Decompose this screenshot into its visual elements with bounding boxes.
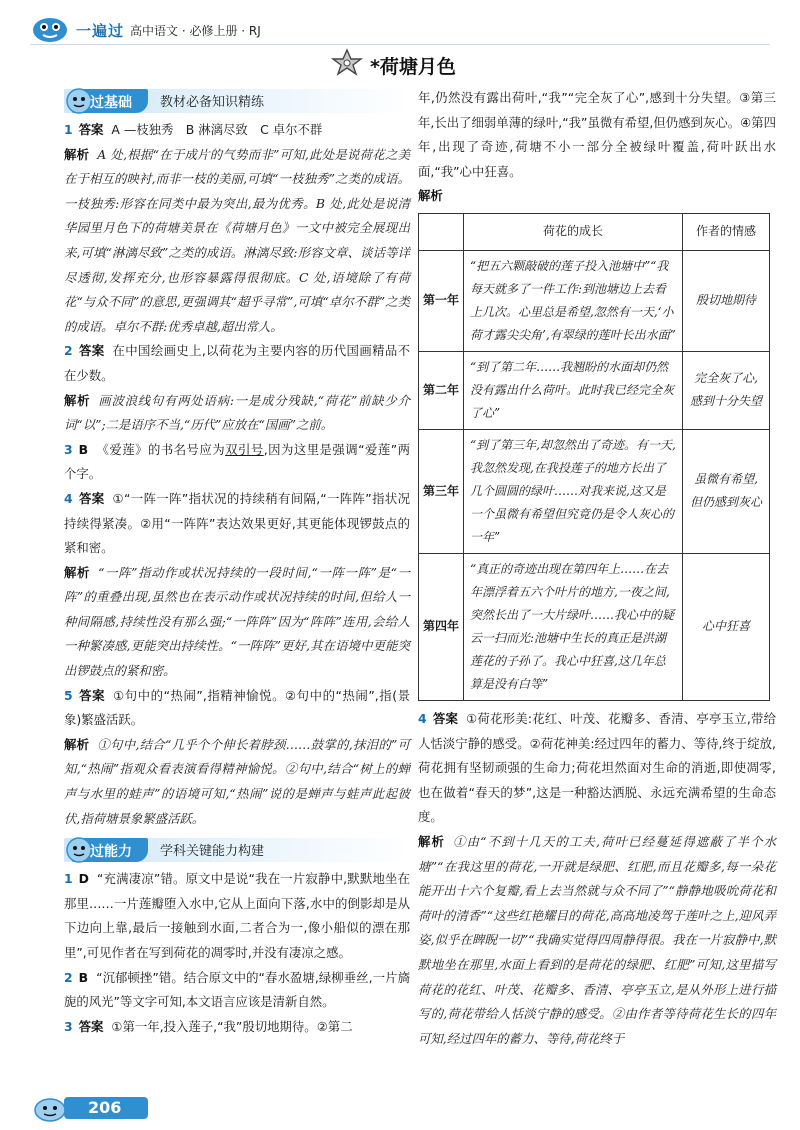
table-cell-growth: “把五六颗敲破的莲子投入池塘中”“我每天就多了一件工作:到池塘边上去看上几次。心里总是希望,忽然有一天,‘小荷才露尖尖角’,有翠绿的莲叶长出水面” <box>464 250 683 351</box>
answer-label: 答案 <box>78 343 105 359</box>
analysis-label: 解析 <box>418 188 443 204</box>
analysis-2 <box>64 389 410 438</box>
answer-text: A —枝独秀 B 淋漓尽致 C 卓尔不群 <box>111 122 323 137</box>
answer-4-right <box>418 707 776 830</box>
table-header-empty <box>419 213 464 250</box>
analysis-label: 解析 <box>64 736 90 752</box>
section-subtitle: 教材必备知识精练 <box>160 95 265 110</box>
table-cell-year: 第二年 <box>419 351 464 429</box>
table-cell-year: 第四年 <box>419 553 464 700</box>
answer-3 <box>64 438 410 487</box>
answer-text: “沉郁顿挫”错。结合原文中的“春水盈塘,绿柳垂丝,一片旖旎的风光”等文字可知,本文语言应该是清新自然。 <box>64 969 410 1010</box>
question-number: 1 <box>64 871 73 887</box>
answer-label: 答案 <box>78 687 106 703</box>
section-tag-label: 过基础 <box>90 95 132 111</box>
answer-text: 在中国绘画史上,以荷花为主要内容的历代国画精品不在少数。 <box>64 343 410 383</box>
ability-3 <box>64 1015 410 1040</box>
answer-text: “充满凄凉”错。原文中是说“我在一片寂静中,默默地坐在那里……一片莲瓣堕入水中,它从上面向下落,水中的倒影却是从下边向上靠,最后一接触到水面,二者合为一,像小船似的漂在那里”,可见作者在写到荷花的凋零时,并没有凄凉之感。 <box>64 871 410 960</box>
table-cell-emotion: 殷切地期待 <box>683 250 770 351</box>
answer-label: 答案 <box>432 710 459 726</box>
lotus-growth-table <box>418 213 770 701</box>
ability-1 <box>64 867 410 965</box>
question-number: 2 <box>64 969 73 985</box>
analysis-1 <box>64 143 410 340</box>
table-row <box>419 351 770 429</box>
table-header-emotion: 作者的情感 <box>683 213 770 250</box>
table-cell-growth: “到了第三年,却忽然出了奇迹。有一天,我忽然发现,在我投莲子的地方长出了几个圆圆的绿叶……对我来说,这又是一个虽微有希望但究竟仍是令人灰心的一年” <box>464 429 683 553</box>
mascot-logo-icon <box>30 14 70 44</box>
table-header-row <box>419 213 770 250</box>
analysis-label: 解析 <box>418 833 446 849</box>
answer-choice: B <box>78 969 89 985</box>
analysis-text: A 处,根据“在于成片的气势而非”可知,此处是说荷花之美在于相互的映衬,而非一枝的美丽,可填“一枝独秀”之类的成语。一枝独秀:形容在同类中最为突出,最为优秀。B 处,此处是说清华园里月色下的荷塘美景在《荷塘月色》一文中被完全展现出来,可填“淋漓尽致”之类的成语。淋漓尽致:形容文章、谈话等详尽透彻,发挥充分,也形容暴露得很彻底。C 处,语境除了有荷花“与众不同”的意思,更强调其“超乎寻常”,可填“卓尔不群”之类的成语。卓尔不群:优秀卓越,超出常人。 <box>64 146 410 334</box>
ability-2 <box>64 966 410 1015</box>
question-number: 4 <box>64 490 73 506</box>
table-cell-year: 第三年 <box>419 429 464 553</box>
section-subtitle: 学科关键能力构建 <box>160 844 265 860</box>
right-column <box>418 86 776 1051</box>
answer-text: ①第一年,投入莲子,“我”殷切地期待。②第二 <box>111 1018 353 1034</box>
page-header <box>30 14 790 44</box>
table-cell-growth: “到了第二年……我翘盼的水面却仍然没有露出什么荷叶。此时我已经完全灰了心” <box>464 351 683 429</box>
analysis-text: “一阵”指动作或状况持续的一段时间,“一阵一阵”是“一阵”的重叠出现,虽然也在表示动作或状况持续的时间,但给人一种间隔感,持续性没有那么强;“一阵阵”因为“阵阵”连用,会给人一种繁凑感,更能突出持续性。“一阵阵”更好,其在语境中更能突出锣鼓点的紧和密。 <box>64 564 410 679</box>
analysis-label: 解析 <box>64 564 91 580</box>
table-cell-year: 第一年 <box>419 250 464 351</box>
table-header-growth: 荷花的成长 <box>464 213 683 250</box>
table-cell-emotion: 完全灰了心,感到十分失望 <box>683 351 770 429</box>
page-number-block <box>30 1093 150 1123</box>
underlined-text: 双引号 <box>225 441 264 457</box>
table-cell-emotion: 心中狂喜 <box>683 553 770 700</box>
section-ability <box>64 835 410 865</box>
table-row <box>419 553 770 700</box>
left-column <box>64 86 410 1039</box>
mascot-icon <box>30 1093 70 1123</box>
analysis-text: ①由“不到十几天的工夫,荷叶已经蔓延得遮蔽了半个水塘”“在我这里的荷花,一开就是绿肥、红肥,而且花瓣多,每一朵花能开出十六个复瓣,看上去当然就与众不同了”“静静地吸吮荷花和荷叶的清香”“这些红艳耀目的荷花,高高地凌驾于莲叶之上,迎风弄姿,似乎在睥睨一切”“我确实觉得四周静得很。我在一片寂静中,默默地坐在那里,水面上看到的是荷花的绿肥、红肥”可知,这里描写荷花的花红、叶茂、花瓣多、香清、亭亭玉立,是从外形上进行描写的,荷花带给人恬淡宁静的感受。②由作者等待荷花生长的四年可知,经过四年的蓄力、等待,荷花终于 <box>418 833 776 1046</box>
answer-label: 答案 <box>78 122 104 137</box>
question-number: 1 <box>64 122 73 137</box>
table-cell-emotion: 虽微有希望,但仍感到灰心 <box>683 429 770 553</box>
section-tag-label: 过能力 <box>90 844 132 861</box>
answer-text: ①荷花形美:花红、叶茂、花瓣多、香清、亭亭玉立,带给人恬淡宁静的感受。②荷花神美:经过四年的蓄力、等待,终于绽放,荷花拥有坚韧顽强的生命力;荷花坦然面对生命的消逝,即使凋零,也在做着“春天的梦”,这是一种豁达洒脱、永远充满希望的生命态度。 <box>418 710 776 825</box>
answer-text: 《爱莲》的书名号应为 <box>96 441 226 457</box>
answer-choice: D <box>78 871 89 887</box>
answer-label: 答案 <box>78 1018 104 1034</box>
analysis-5 <box>64 733 410 831</box>
answer-2 <box>64 339 410 388</box>
analysis-4 <box>64 561 410 684</box>
answer-3-continued: 年,仍然没有露出荷叶,“我”“完全灰了心”,感到十分失望。③第三年,长出了细弱单薄的绿叶,“我”虽微有希望,但仍感到灰心。④第四年,出现了奇迹,荷塘不小一部分全被绿叶覆盖,荷叶跃出水面,“我”心中狂喜。 <box>418 90 776 179</box>
answer-1 <box>64 118 410 143</box>
answer-text: ①“一阵一阵”指状况的持续稍有间隔,“一阵阵”指状况持续得紧凑。②用“一阵阵”表达效果更好,其更能体现锣鼓点的紧和密。 <box>64 490 410 556</box>
question-number: 3 <box>64 441 73 457</box>
star-icon <box>330 48 364 76</box>
question-number: 5 <box>64 687 73 703</box>
answer-4 <box>64 487 410 561</box>
brand-name: 一遍过 <box>76 22 125 40</box>
section-basic <box>64 86 410 116</box>
analysis-3-heading <box>418 184 776 209</box>
analysis-text: ①句中,结合“几乎个个伸长着脖颈……鼓掌的,抹泪的”可知,“热闹”指观众看表演看得精神愉悦。②句中,结合“树上的蝉声与水里的蛙声”的语境可知,“热闹”说的是蝉声与蛙声此起彼伏,指荷塘景象繁盛活跃。 <box>64 736 411 826</box>
answer-text: ,因为这里是强调“爱莲”两个字。 <box>64 441 411 482</box>
page-number: 206 <box>88 1098 122 1117</box>
question-number: 4 <box>418 710 427 726</box>
lesson-title-block <box>330 48 530 78</box>
analysis-label: 解析 <box>64 146 90 162</box>
answer-label: 答案 <box>78 490 105 506</box>
answer-text: ①句中的“热闹”,指精神愉悦。②句中的“热闹”,指(景象)繁盛活跃。 <box>64 687 411 728</box>
question-number: 3 <box>64 1018 73 1034</box>
table-cell-growth: “真正的奇迹出现在第四年上……在去年漂浮着五六个叶片的地方,一夜之间,突然长出了一大片绿叶……我心中的疑云一扫而光:池塘中生长的真正是洪湖莲花的子孙了。我心中狂喜,这几年总算是没有白等” <box>464 553 683 700</box>
question-number: 2 <box>64 343 73 359</box>
table-row <box>419 250 770 351</box>
analysis-4-right <box>418 830 776 1051</box>
lesson-title: *荷塘月色 <box>370 56 456 78</box>
book-info: 高中语文 · 必修上册 · RJ <box>130 24 261 38</box>
table-row <box>419 429 770 553</box>
answer-choice: B <box>78 441 89 457</box>
header-divider <box>30 44 770 45</box>
analysis-label: 解析 <box>64 392 91 408</box>
analysis-text: 画波浪线句有两处语病:一是成分残缺,“荷花”前缺少介词“以”;二是语序不当,“历代”应放在“国画”之前。 <box>64 392 410 433</box>
answer-5 <box>64 684 410 733</box>
